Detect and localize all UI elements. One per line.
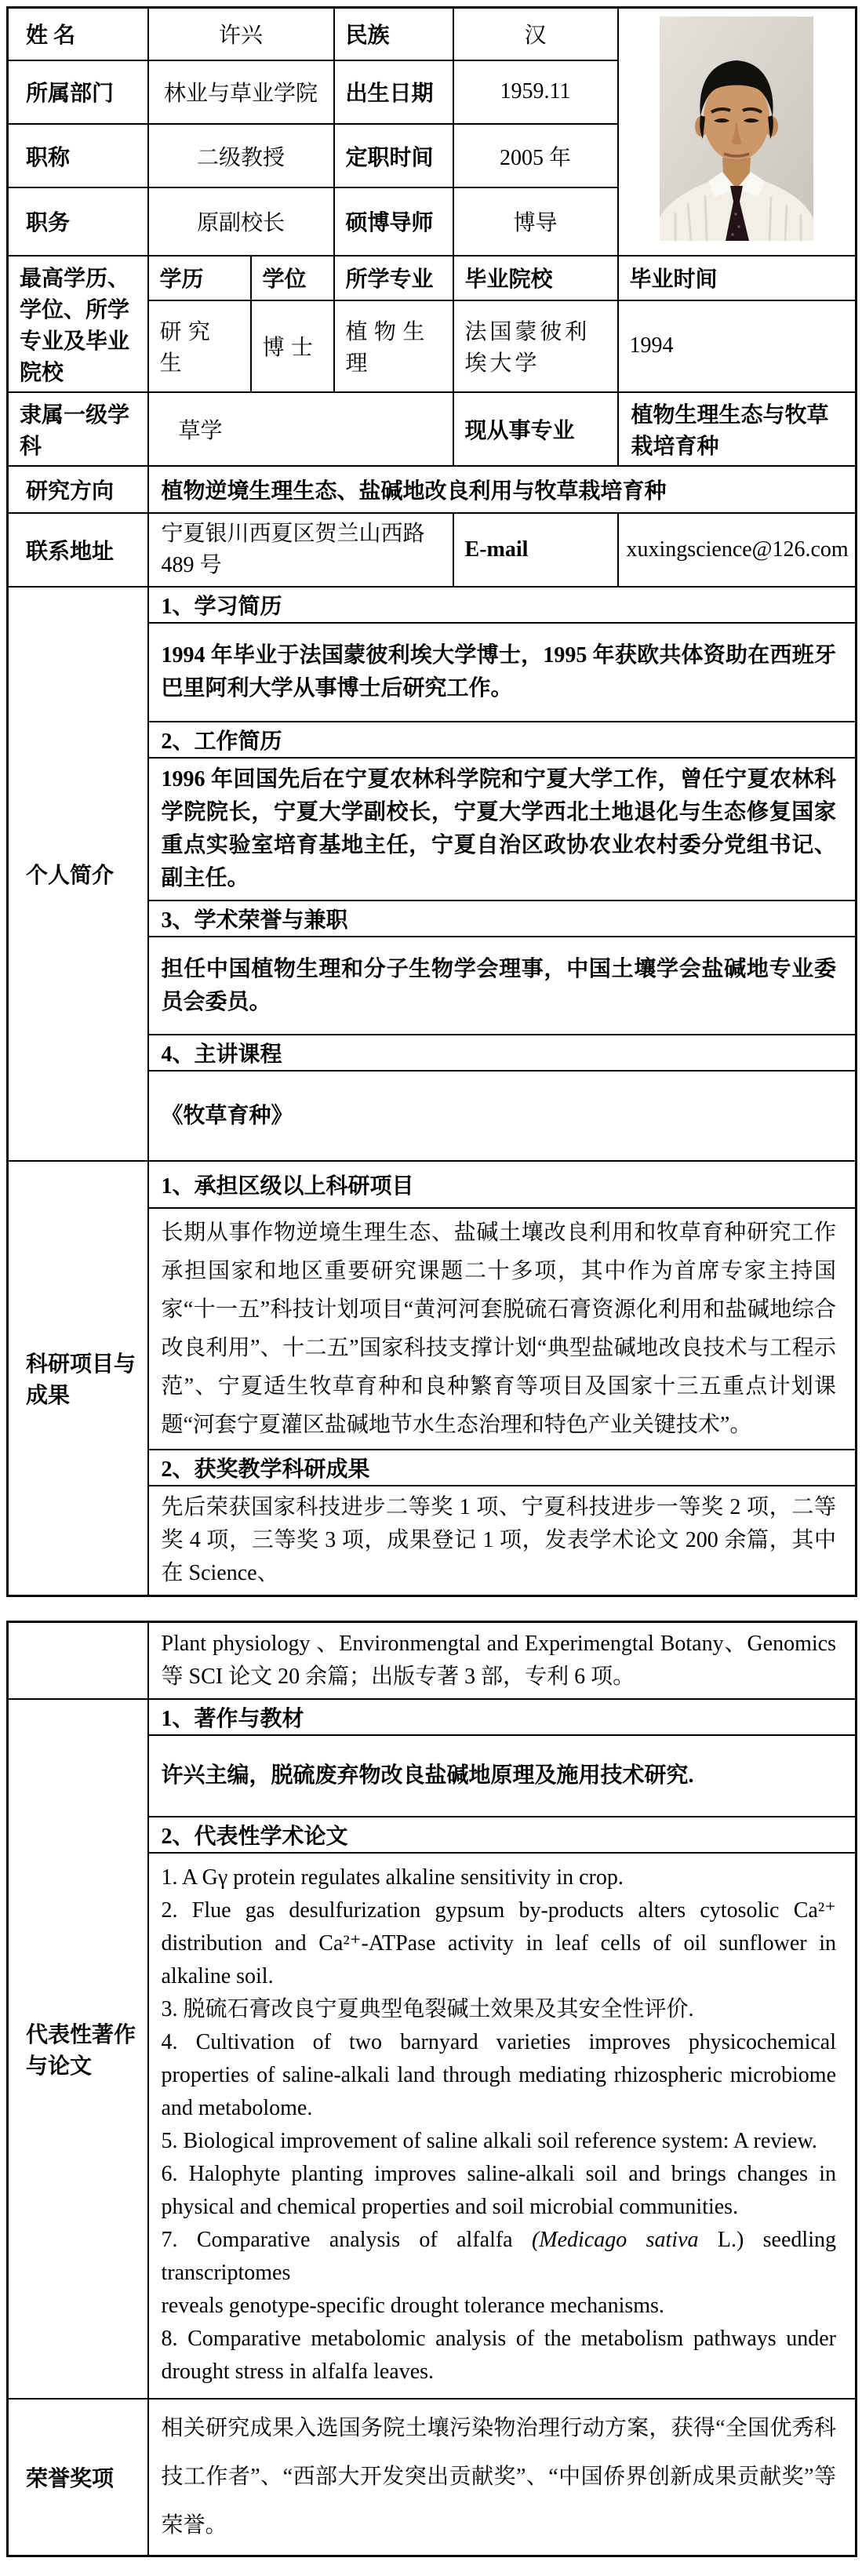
name-label: 姓 名 <box>8 8 148 60</box>
profile-table-top <box>6 6 857 1597</box>
profile-section-1-body: 1994 年毕业于法国蒙彼利埃大学博士，1995 年获欧共体资助在西班牙巴里阿利大学从事博士后研究工作。 <box>149 624 856 722</box>
profile-section-3-title: 3、学术荣誉与兼职 <box>149 901 856 937</box>
row-discipline <box>8 392 857 466</box>
empty-label-cell <box>8 1622 148 1700</box>
address-value: 宁夏银川西夏区贺兰山西路 489 号 <box>148 513 453 587</box>
title-date-label: 定职时间 <box>334 124 453 187</box>
mentor-value: 博导 <box>453 187 618 256</box>
sci-continuation-text: Plant physiology 、Environmengtal and Experimengtal Botany、Genomics 等 SCI 论文 20 余篇；出版专著 3 部，专利 6 项。 <box>161 1632 836 1689</box>
academic-degree-value: 博士 <box>251 300 334 392</box>
paper-2: 2. Flue gas desulfurization gypsum by-products alters cytosolic Ca²⁺ distribution and Ca²⁺-ATPase activity in leaf cells of oil sunflower in alkaline soil. <box>161 1898 836 1988</box>
paper-1: 1. A Gγ protein regulates alkaline sensitivity in crop. <box>161 1865 624 1890</box>
major-value: 植物生理 <box>334 300 453 392</box>
profile-section-4-body: 《牧草育种》 <box>161 1103 293 1128</box>
title-label: 职称 <box>8 124 148 187</box>
address-label: 联系地址 <box>8 513 148 587</box>
papers-title: 2、代表性学术论文 <box>149 1817 856 1854</box>
paper-7-species-italic: (Medicago sativa <box>531 2228 699 2252</box>
portrait-photo <box>660 16 813 241</box>
ethnicity-value: 汉 <box>453 8 618 60</box>
department-label: 所属部门 <box>8 60 148 125</box>
major-header: 所学专业 <box>334 256 453 300</box>
paper-5: 5. Biological improvement of saline alkali soil reference system: A review. <box>161 2129 817 2153</box>
graduation-time-value: 1994 <box>618 300 857 392</box>
publications-content <box>148 1699 857 2399</box>
email-value: xuxingscience@126.com <box>618 513 857 587</box>
page-break-gap <box>6 1597 855 1621</box>
honors-label: 荣誉奖项 <box>8 2399 148 2556</box>
current-major-label: 现从事专业 <box>453 392 618 466</box>
profile-section-2-title: 2、工作简历 <box>149 722 856 759</box>
degree-header: 学历 <box>148 256 251 300</box>
row-research-direction <box>8 466 857 513</box>
research-section-2-body: 先后荣获国家科技进步二等奖 1 项、宁夏科技进步一等奖 2 项，二等奖 4 项，三等奖 3 项，成果登记 1 项，发表学术论文 200 余篇，其中在 Science、 <box>161 1495 837 1585</box>
title-value: 二级教授 <box>148 124 334 187</box>
row-name <box>8 8 857 60</box>
ethnicity-label: 民族 <box>334 8 453 60</box>
school-header: 毕业院校 <box>453 256 618 300</box>
paper-7: 7. Comparative analysis of alfalfa (Medicago sativa L.) seedling transcriptomes <box>161 2228 836 2285</box>
row-education-header <box>8 256 857 300</box>
education-row-label: 最高学历、学位、所学专业及毕业院校 <box>8 256 148 392</box>
research-section-1-body: 长期从事作物逆境生理生态、盐碱土壤改良利用和牧草育种研究工作承担国家和地区重要研究课题二十多项，其中作为首席专家主持国家“十一五”科技计划项目“黄河河套脱硫石膏资源化利用和盐碱地综合改良利用”、十二五”国家科技支撑计划“典型盐碱地改良技术与工程示范”、宁夏适生牧草育种和良种繁育等项目及国家十三五重点计划课题“河套宁夏灌区盐碱地节水生态治理和特色产业关键技术”。 <box>149 1209 856 1450</box>
research-section-1-title: 1、承担区级以上科研项目 <box>149 1162 856 1209</box>
academic-degree-header: 学位 <box>251 256 334 300</box>
research-direction-label: 研究方向 <box>8 466 148 513</box>
email-label: E-mail <box>453 513 618 587</box>
time-header: 毕业时间 <box>618 256 857 300</box>
profile-section-2-body: 1996 年回国先后在宁夏农林科学院和宁夏大学工作，曾任宁夏农林科学院院长，宁夏大学副校长，宁夏大学西北土地退化与生态修复国家重点实验室培育基地主任，宁夏自治区政协农业农村委分党组书记、副主任。 <box>149 759 856 901</box>
research-direction-value: 植物逆境生理生态、盐碱地改良利用与牧草栽培育种 <box>148 466 857 513</box>
research-projects-content <box>148 1161 857 1596</box>
profile-label: 个人简介 <box>8 587 148 1161</box>
row-sci-continuation <box>8 1622 857 1700</box>
honors-content <box>148 2399 857 2556</box>
current-major-value: 植物生理生态与牧草栽培育种 <box>618 392 857 466</box>
books-title: 1、著作与教材 <box>149 1700 856 1736</box>
row-publications <box>8 1699 857 2399</box>
portrait-photo-cell <box>618 8 857 257</box>
profile-content <box>148 587 857 1161</box>
birth-date-value: 1959.11 <box>453 60 618 125</box>
profile-section-4-title: 4、主讲课程 <box>149 1035 856 1072</box>
position-value: 原副校长 <box>148 187 334 256</box>
row-profile <box>8 587 857 1161</box>
portrait-photo-image <box>660 16 813 241</box>
title-date-value: 2005 年 <box>453 124 618 187</box>
paper-7-continuation: reveals genotype-specific drought tolerance mechanisms. <box>161 2294 664 2318</box>
paper-6: 6. Halophyte planting improves saline-alkali soil and brings changes in physical and chemical properties and soil microbial communities. <box>161 2162 836 2219</box>
discipline-label: 隶属一级学科 <box>8 392 148 466</box>
degree-value: 研究生 <box>148 300 251 392</box>
department-value: 林业与草业学院 <box>148 60 334 125</box>
school-value: 法国蒙彼利埃大学 <box>453 300 618 392</box>
honors-body: 相关研究成果入选国务院土壤污染物治理行动方案，获得“全国优秀科技工作者”、“西部大开发突出贡献奖”、“中国侨界创新成果贡献奖”等荣誉。 <box>161 2416 836 2538</box>
profile-section-3-body: 担任中国植物生理和分子生物学会理事，中国土壤学会盐碱地专业委员会委员。 <box>149 937 856 1035</box>
mentor-label: 硕博导师 <box>334 187 453 256</box>
research-projects-label: 科研项目与成果 <box>8 1161 148 1596</box>
sci-continuation-cell <box>148 1622 857 1700</box>
papers-list <box>149 1854 856 2398</box>
row-contact <box>8 513 857 587</box>
research-section-2-title: 2、获奖教学科研成果 <box>149 1450 856 1486</box>
birth-date-label: 出生日期 <box>334 60 453 125</box>
position-label: 职务 <box>8 187 148 256</box>
profile-section-1-title: 1、学习简历 <box>149 588 856 624</box>
row-honors <box>8 2399 857 2556</box>
name-value: 许兴 <box>148 8 334 60</box>
paper-8: 8. Comparative metabolomic analysis of the metabolism pathways under drought stress in alfalfa leaves. <box>161 2327 836 2384</box>
paper-3: 3. 脱硫石膏改良宁夏典型龟裂碱土效果及其安全性评价. <box>161 1997 694 2021</box>
book-entry: 许兴主编，脱硫废弃物改良盐碱地原理及施用技术研究. <box>149 1736 856 1817</box>
row-research-projects <box>8 1161 857 1596</box>
paper-4: 4. Cultivation of two barnyard varieties improves physicochemical properties of saline-alkali land through mediating rhizospheric microbiome and metabolome. <box>161 2030 836 2120</box>
discipline-value: 草学 <box>148 392 453 466</box>
profile-table-bottom <box>6 1621 857 2557</box>
publications-label: 代表性著作与论文 <box>8 1699 148 2399</box>
